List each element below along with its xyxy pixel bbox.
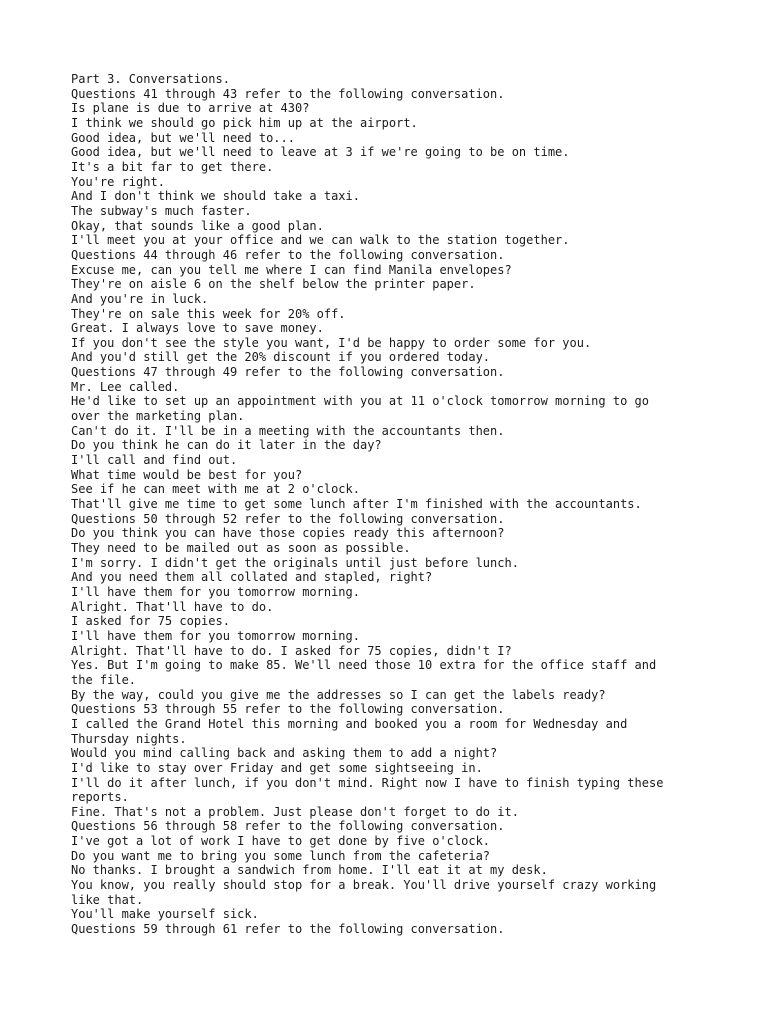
dialogue-line: Alright. That'll have to do. I asked for 75 copies, didn't I? (71, 643, 512, 658)
section-header: Questions 56 through 58 refer to the following conversation. (71, 819, 505, 834)
dialogue-line: Alright. That'll have to do. (71, 599, 274, 614)
dialogue-line: Do you think you can have those copies ready this afternoon? (71, 526, 505, 541)
dialogue-line: like that. (71, 892, 144, 907)
dialogue-line: I'm sorry. I didn't get the originals until just before lunch. (71, 555, 519, 570)
dialogue-line: I'll have them for you tomorrow morning. (71, 628, 360, 643)
dialogue-line: reports. (71, 790, 129, 805)
dialogue-line: I'll do it after lunch, if you don't mind. Right now I have to finish typing these (71, 775, 664, 790)
dialogue-line: Is plane is due to arrive at 430? (71, 101, 310, 116)
section-header: Questions 44 through 46 refer to the following conversation. (71, 247, 505, 262)
dialogue-line: Can't do it. I'll be in a meeting with the accountants then. (71, 423, 505, 438)
dialogue-line: Do you want me to bring you some lunch from the cafeteria? (71, 848, 491, 863)
dialogue-line: See if he can meet with me at 2 o'clock. (71, 482, 360, 497)
dialogue-line: Do you think he can do it later in the day? (71, 438, 382, 453)
section-header: Questions 59 through 61 refer to the following conversation. (71, 922, 505, 937)
dialogue-line: And you're in luck. (71, 291, 209, 306)
dialogue-line: I called the Grand Hotel this morning and booked you a room for Wednesday and (71, 716, 628, 731)
transcript-page (71, 72, 701, 937)
dialogue-line: They're on aisle 6 on the shelf below the printer paper. (71, 277, 476, 292)
section-header: Questions 53 through 55 refer to the following conversation. (71, 702, 505, 717)
dialogue-line: You'll make yourself sick. (71, 907, 259, 922)
dialogue-line: And you'd still get the 20% discount if you ordered today. (71, 350, 491, 365)
dialogue-line: the file. (71, 672, 137, 687)
dialogue-line: They're on sale this week for 20% off. (71, 306, 346, 321)
dialogue-line: No thanks. I brought a sandwich from home. I'll eat it at my desk. (71, 863, 548, 878)
dialogue-line: I'll have them for you tomorrow morning. (71, 584, 360, 599)
dialogue-line: I'll call and find out. (71, 453, 238, 468)
dialogue-line: If you don't see the style you want, I'd be happy to order some for you. (71, 335, 592, 350)
dialogue-line: Great. I always love to save money. (71, 321, 324, 336)
dialogue-line: I asked for 75 copies. (71, 614, 230, 629)
dialogue-line: The subway's much faster. (71, 203, 252, 218)
dialogue-line: I've got a lot of work I have to get done by five o'clock. (71, 834, 491, 849)
section-header: Questions 50 through 52 refer to the following conversation. (71, 511, 505, 526)
dialogue-line: Thursday nights. (71, 731, 187, 746)
dialogue-line: I'll meet you at your office and we can walk to the station together. (71, 233, 570, 248)
dialogue-line: That'll give me time to get some lunch after I'm finished with the accountants. (71, 497, 642, 512)
dialogue-line: What time would be best for you? (71, 467, 303, 482)
dialogue-line: Would you mind calling back and asking them to add a night? (71, 746, 498, 761)
dialogue-line: Fine. That's not a problem. Just please don't forget to do it. (71, 804, 519, 819)
dialogue-line: Good idea, but we'll need to leave at 3 if we're going to be on time. (71, 145, 570, 160)
dialogue-line: Mr. Lee called. (71, 379, 180, 394)
dialogue-line: And I don't think we should take a taxi. (71, 189, 360, 204)
dialogue-line: It's a bit far to get there. (71, 159, 274, 174)
section-header: Questions 47 through 49 refer to the following conversation. (71, 365, 505, 380)
dialogue-line: He'd like to set up an appointment with you at 11 o'clock tomorrow morning to go (71, 394, 649, 409)
dialogue-line: They need to be mailed out as soon as possible. (71, 541, 411, 555)
dialogue-line: By the way, could you give me the addresses so I can get the labels ready? (71, 687, 606, 702)
dialogue-line: Excuse me, can you tell me where I can find Manila envelopes? (71, 262, 512, 277)
heading: Part 3. Conversations. (71, 72, 230, 86)
dialogue-line: And you need them all collated and stapled, right? (71, 570, 433, 585)
dialogue-line: I think we should go pick him up at the airport. (71, 115, 418, 130)
dialogue-line: over the marketing plan. (71, 409, 245, 424)
section-header: Questions 41 through 43 refer to the following conversation. (71, 86, 505, 101)
dialogue-line: Yes. But I'm going to make 85. We'll need those 10 extra for the office staff and (71, 658, 657, 673)
dialogue-line: You're right. (71, 174, 165, 189)
dialogue-line: Good idea, but we'll need to... (71, 130, 295, 145)
dialogue-line: Okay, that sounds like a good plan. (71, 218, 324, 233)
dialogue-line: I'd like to stay over Friday and get some sightseeing in. (71, 760, 483, 775)
dialogue-line: You know, you really should stop for a break. You'll drive yourself crazy working (71, 878, 657, 893)
